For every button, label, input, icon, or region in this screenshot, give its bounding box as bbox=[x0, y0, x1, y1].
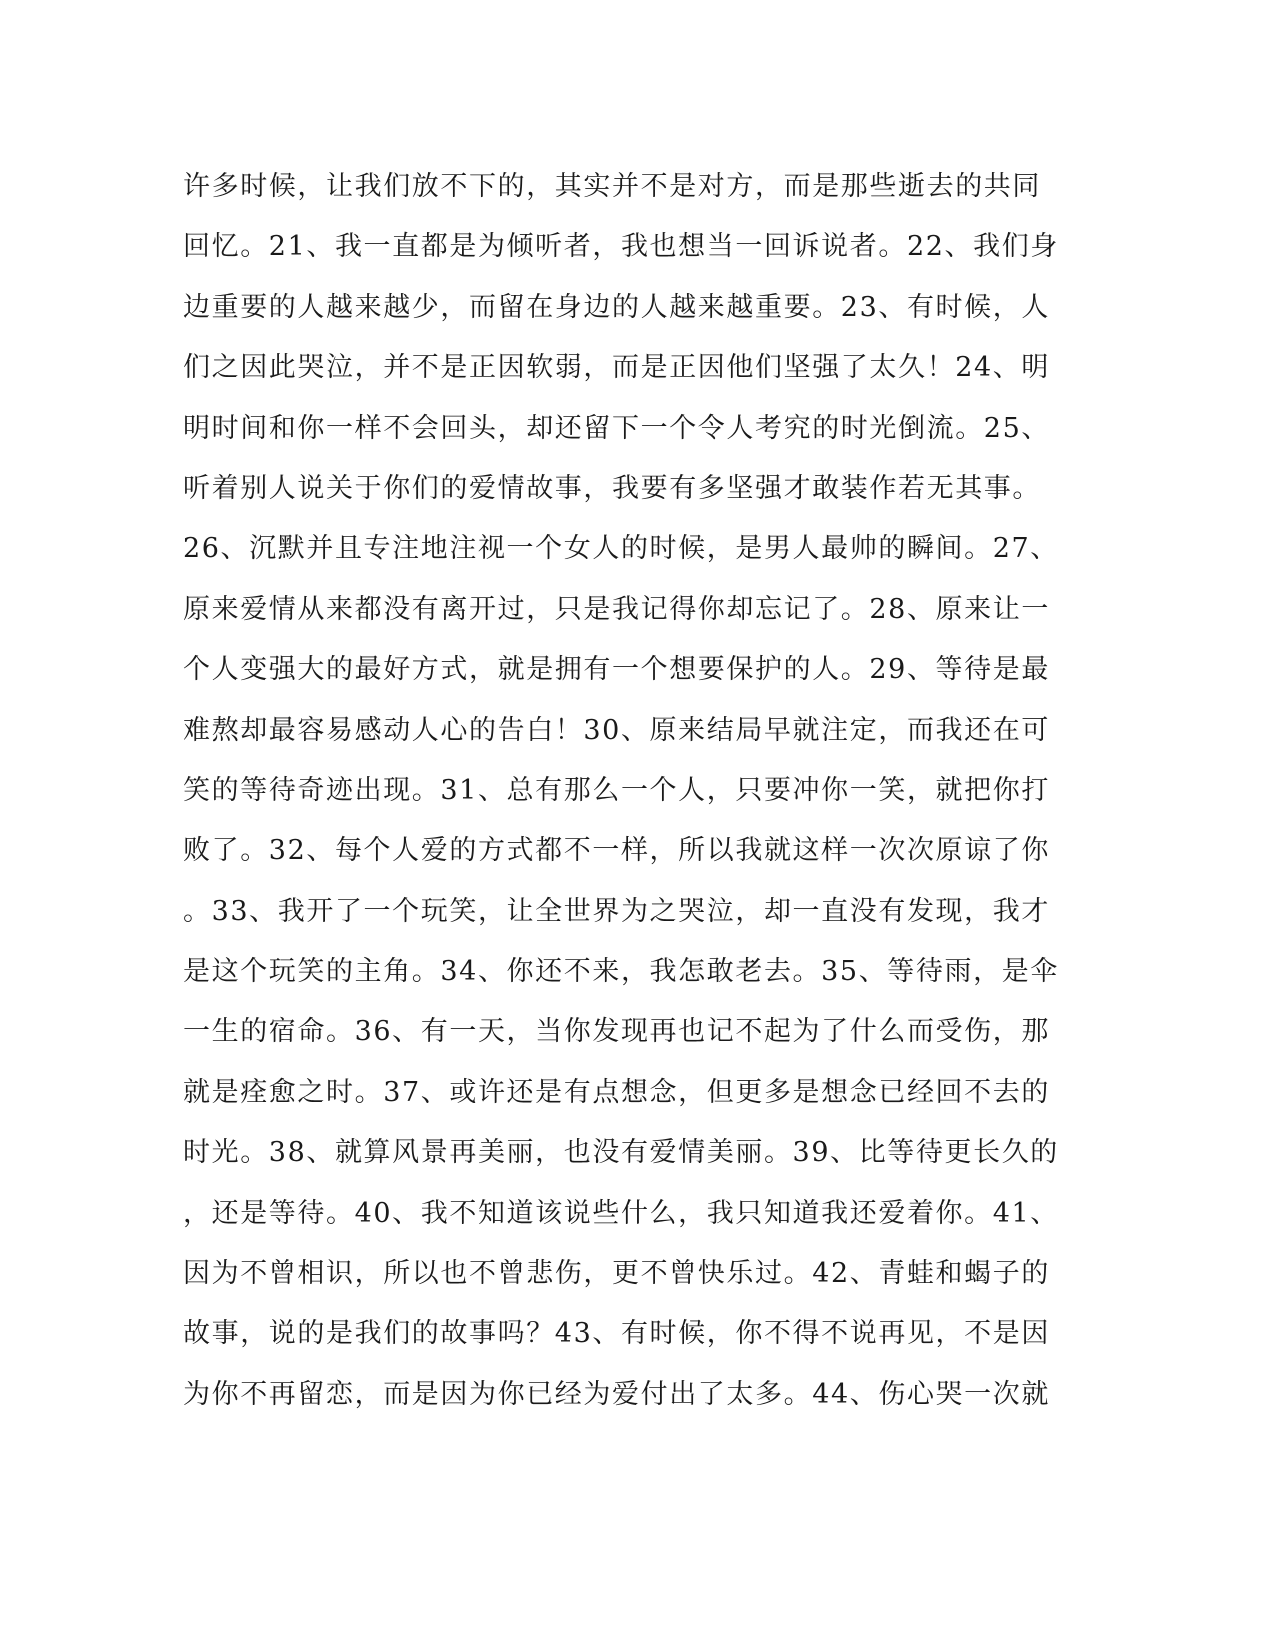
text-line-11: 笑的等待奇迹出现。31、总有那么一个人，只要冲你一笑，就把你打 bbox=[183, 774, 1050, 806]
text-line-19: 因为不曾相识，所以也不曾悲伤，更不曾快乐过。42、青蛙和蝎子的 bbox=[183, 1258, 1050, 1290]
text-line-8: 原来爱情从来都没有离开过，只是我记得你却忘记了。28、原来让一 bbox=[183, 593, 1050, 625]
text-line-6: 听着别人说关于你们的爱情故事，我要有多坚强才敢装作若无其事。 bbox=[183, 472, 1041, 504]
text-line-16: 就是痊愈之时。37、或许还是有点想念，但更多是想念已经回不去的 bbox=[183, 1076, 1050, 1108]
text-line-10: 难熬却最容易感动人心的告白！30、原来结局早就注定，而我还在可 bbox=[183, 714, 1050, 746]
text-line-5: 明时间和你一样不会回头，却还留下一个令人考究的时光倒流。25、 bbox=[183, 412, 1050, 444]
text-line-17: 时光。38、就算风景再美丽，也没有爱情美丽。39、比等待更长久的 bbox=[183, 1137, 1059, 1169]
text-line-13: 。33、我开了一个玩笑，让全世界为之哭泣，却一直没有发现，我才 bbox=[183, 895, 1050, 927]
text-line-9: 个人变强大的最好方式，就是拥有一个想要保护的人。29、等待是最 bbox=[183, 654, 1050, 686]
body-text bbox=[183, 157, 1063, 1425]
text-line-2: 回忆。21、我一直都是为倾听者，我也想当一回诉说者。22、我们身 bbox=[183, 231, 1059, 263]
text-line-1: 许多时候，让我们放不下的，其实并不是对方，而是那些逝去的共同 bbox=[183, 171, 1041, 202]
text-line-12: 败了。32、每个人爱的方式都不一样，所以我就这样一次次原谅了你 bbox=[183, 835, 1050, 867]
text-line-14: 是这个玩笑的主角。34、你还不来，我怎敢老去。35、等待雨，是伞 bbox=[183, 956, 1059, 988]
text-line-21: 为你不再留恋，而是因为你已经为爱付出了太多。44、伤心哭一次就 bbox=[183, 1378, 1050, 1410]
text-line-4: 们之因此哭泣，并不是正因软弱，而是正因他们坚强了太久！24、明 bbox=[183, 352, 1050, 384]
text-line-3: 边重要的人越来越少，而留在身边的人越来越重要。23、有时候，人 bbox=[183, 291, 1050, 323]
text-line-7: 26、沉默并且专注地注视一个女人的时候，是男人最帅的瞬间。27、 bbox=[183, 533, 1059, 565]
text-line-15: 一生的宿命。36、有一天，当你发现再也记不起为了什么而受伤，那 bbox=[183, 1016, 1050, 1048]
text-line-18: ，还是等待。40、我不知道该说些什么，我只知道我还爱着你。41、 bbox=[183, 1197, 1059, 1229]
text-line-20: 故事，说的是我们的故事吗？43、有时候，你不得不说再见，不是因 bbox=[183, 1318, 1050, 1350]
